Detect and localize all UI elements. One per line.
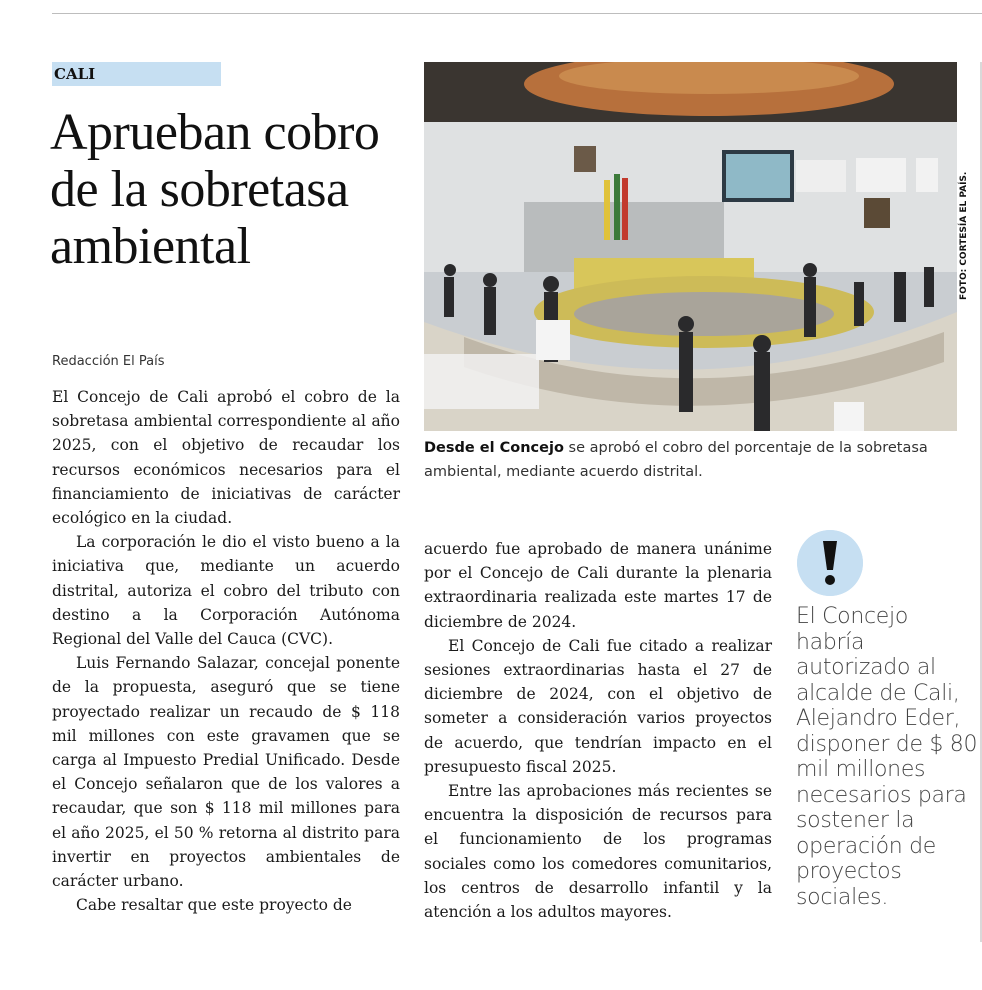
byline: Redacción El País: [52, 354, 165, 369]
photo-illustration: [424, 62, 957, 431]
pullquote-text: El Concejo habría autorizado al alcalde de Cali, Alejandro Eder, disponer de $ 80 mil millones necesarios para sostener la operación de proyectos sociales.: [796, 604, 978, 910]
pullquote: [796, 530, 982, 910]
article-column-1: [52, 385, 400, 917]
exclamation-icon: [797, 530, 863, 596]
paragraph: El Concejo de Cali fue citado a realizar sesiones extraordinarias hasta el 27 de diciembre de 2024, con el objetivo de someter a consideración varios proyectos de acuerdo, que tendrían impacto en el presupuesto fiscal 2025.: [424, 636, 772, 776]
top-rule: [52, 13, 982, 14]
photo-credit: FOTO: CORTESÍA EL PAÍS.: [959, 171, 969, 300]
paragraph: El Concejo de Cali aprobó el cobro de la sobretasa ambiental correspondiente al año 2025, con el objetivo de recaudar los recursos económicos necesarios para el financiamiento de iniciativas de carácter ecológico en la ciudad.: [52, 388, 400, 528]
council-chamber-photo: [424, 62, 957, 431]
paragraph: Entre las aprobaciones más recientes se encuentra la disposición de recursos para el funcionamiento de los programas sociales como los comedores comunitarios, los centros de desarrollo infantil y la atención a los adultos mayores.: [424, 782, 772, 922]
paragraph: Cabe resaltar que este proyecto de: [76, 896, 352, 915]
section-tag: CALI: [52, 62, 221, 86]
caption-lead: Desde el Concejo: [424, 440, 564, 456]
photo-caption: [424, 436, 934, 484]
paragraph: La corporación le dio el visto bueno a la iniciativa que, mediante un acuerdo distrital, autoriza el cobro del tributo con destino a la Corporación Autónoma Regional del Valle del Cauca (CVC).: [52, 533, 400, 649]
paragraph: acuerdo fue aprobado de manera unánime por el Concejo de Cali durante la plenaria extraordinaria realizada este martes 17 de diciembre de 2024.: [424, 540, 772, 631]
caption-text: se aprobó el cobro del porcentaje de la sobretasa ambiental, mediante acuerdo distrital.: [424, 440, 928, 480]
paragraph: Luis Fernando Salazar, concejal ponente de la propuesta, aseguró que se tiene proyectado realizar un recaudo de $ 118 mil millones con este gravamen que se carga al Impuesto Predial Unificado. Desde el Concejo señalaron que de los valores a recaudar, que son $ 118 mil millones para el año 2025, el 50 % retorna al distrito para invertir en proyectos ambientales de carácter urbano.: [52, 654, 400, 891]
article-column-2: [424, 537, 772, 924]
headline: Aprueban cobro de la sobretasa ambiental: [50, 104, 380, 275]
